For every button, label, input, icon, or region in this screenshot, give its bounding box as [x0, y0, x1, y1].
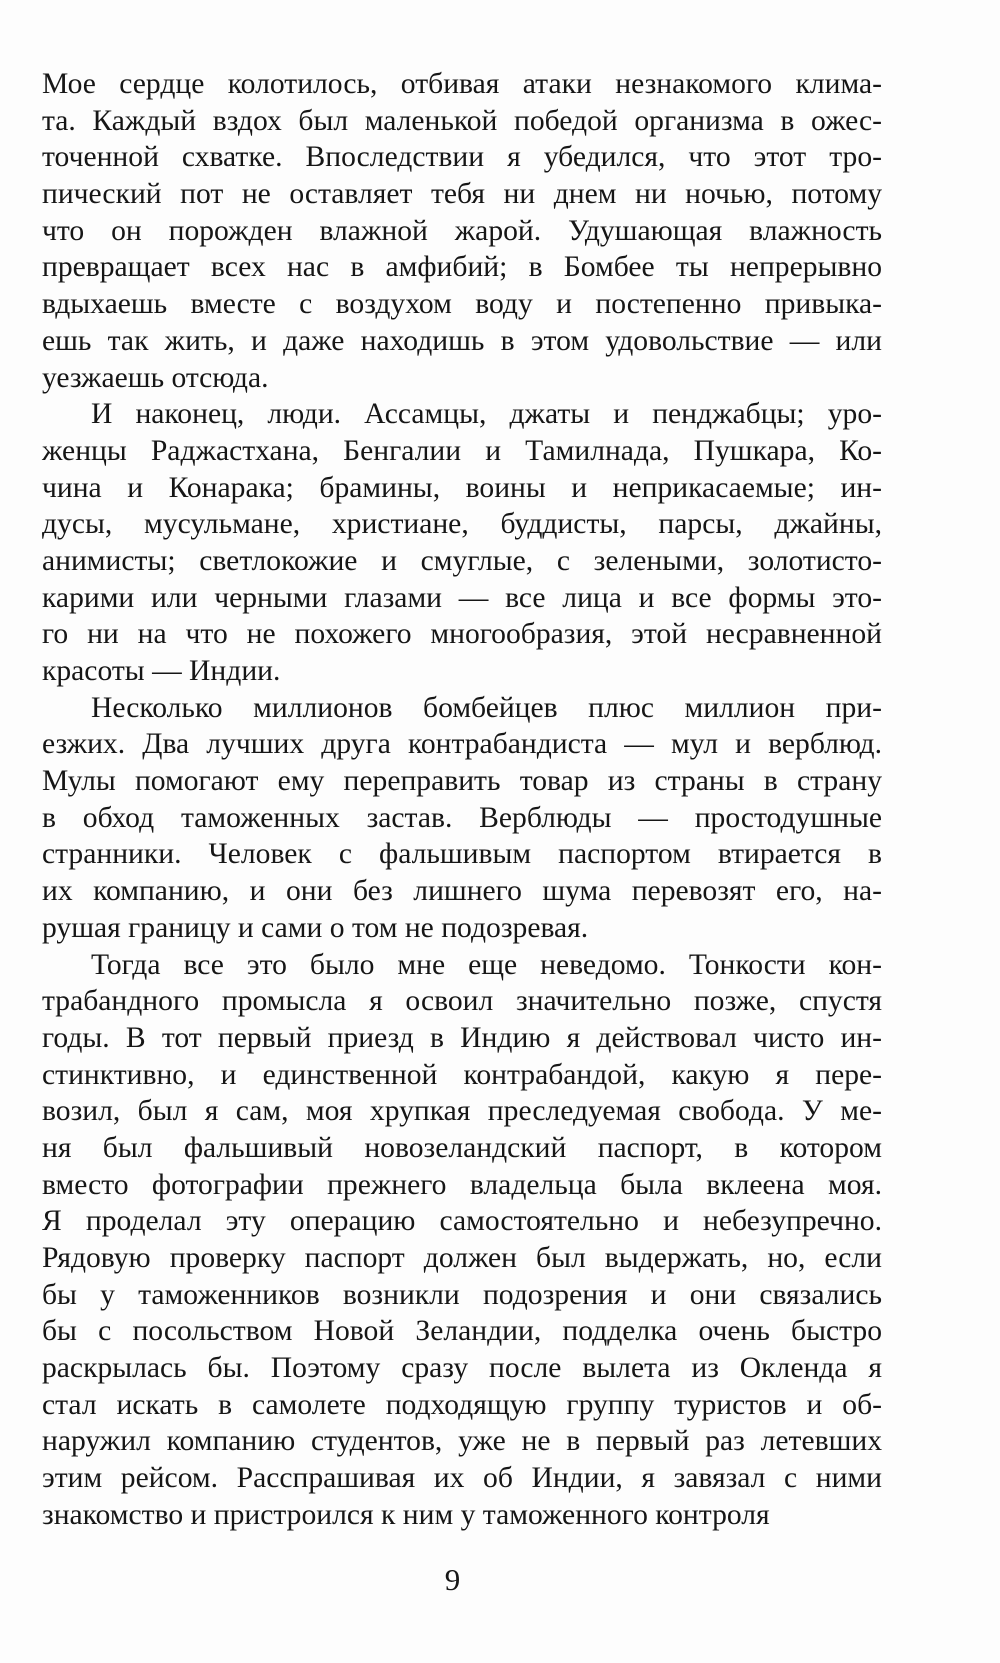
text-line: знакомство и пристроился к ним у таможенного контроля — [42, 1498, 770, 1531]
text-line: уезжаешь отсюда. — [42, 361, 269, 394]
text-line: го ни на что не похожего многообразия, этой несравненной — [42, 618, 882, 651]
text-line: Мулы помогают ему переправить товар из страны в страну — [42, 765, 882, 798]
text-line: бы у таможенников возникли подозрения и они связались — [42, 1278, 882, 1311]
paragraph — [42, 947, 882, 1534]
text-line: Тогда все это было мне еще неведомо. Тонкости кон- — [91, 948, 882, 981]
text-line: езжих. Два лучших друга контрабандиста — мул и верблюд. — [42, 728, 882, 761]
text-line: стинктивно, и единственной контрабандой, какую я пере- — [42, 1058, 882, 1091]
text-line: женцы Раджастхана, Бенгалии и Тамилнада, Пушкара, Ко- — [42, 434, 882, 467]
text-line: Мое сердце колотилось, отбивая атаки незнакомого клима- — [42, 68, 882, 100]
text-line: чина и Конарака; брамины, воины и неприкасаемые; ин- — [42, 471, 882, 504]
text-line: превращает всех нас в амфибий; в Бомбее ты непрерывно — [42, 251, 882, 284]
text-line: наружил компанию студентов, уже не в первый раз летевших — [42, 1425, 882, 1458]
text-line: странники. Человек с фальшивым паспортом втирается в — [42, 838, 882, 871]
text-line: этим рейсом. Расспрашивая их об Индии, я завязал с ними — [42, 1462, 882, 1495]
text-line: красоты — Индии. — [42, 655, 281, 687]
text-line: бы с посольством Новой Зеландии, подделка очень быстро — [42, 1315, 882, 1348]
text-line: Я проделал эту операцию самостоятельно и небезупречно. — [42, 1205, 882, 1238]
text-line: карими или черными глазами — все лица и все формы это- — [42, 581, 882, 614]
text-line: стал искать в самолете подходящую группу туристов и об- — [42, 1388, 882, 1421]
paragraph — [42, 396, 882, 690]
text-line: возил, был я сам, моя хрупкая преследуемая свобода. У ме- — [42, 1095, 882, 1128]
text-line: ня был фальшивый новозеландский паспорт, в котором — [42, 1131, 882, 1164]
text-line: Рядовую проверку паспорт должен был выдержать, но, если — [42, 1242, 882, 1274]
paragraph — [42, 66, 882, 396]
text-line: что он порожден влажной жарой. Удушающая влажность — [42, 214, 882, 247]
text-line: в обход таможенных застав. Верблюды — простодушные — [42, 801, 882, 834]
text-line: Несколько миллионов бомбейцев плюс миллион при- — [91, 691, 882, 724]
text-line: точенной схватке. Впоследствии я убедился, что этот тро- — [42, 141, 882, 174]
text-line: дусы, мусульмане, христиане, буддисты, парсы, джайны, — [42, 508, 882, 541]
text-line: пический пот не оставляет тебя ни днем ни ночью, потому — [42, 178, 882, 211]
text-line: вместо фотографии прежнего владельца была вклеена моя. — [42, 1168, 882, 1201]
text-line: трабандного промысла я освоил значительно позже, спустя — [42, 985, 882, 1018]
text-line: вдыхаешь вместе с воздухом воду и постепенно привыка- — [42, 288, 882, 321]
paragraph — [42, 690, 882, 947]
text-line: ешь так жить, и даже находишь в этом удовольствие — или — [42, 324, 882, 357]
text-line: та. Каждый вздох был маленькой победой организма в ожес- — [42, 104, 882, 137]
text-line: рушая границу и сами о том не подозревая. — [42, 911, 589, 944]
text-line: И наконец, люди. Ассамцы, джаты и пенджабцы; уро- — [91, 398, 882, 431]
text-line: годы. В тот первый приезд в Индию я действовал чисто ин- — [42, 1021, 882, 1054]
body-text — [42, 66, 882, 1534]
text-line: их компанию, и они без лишнего шума перевозят его, на- — [42, 875, 882, 908]
text-line: раскрылась бы. Поэтому сразу после вылета из Окленда я — [42, 1352, 882, 1385]
page-number: 9 — [444, 1562, 461, 1597]
text-line: анимисты; светлокожие и смуглые, с зелеными, золотисто- — [42, 544, 882, 577]
